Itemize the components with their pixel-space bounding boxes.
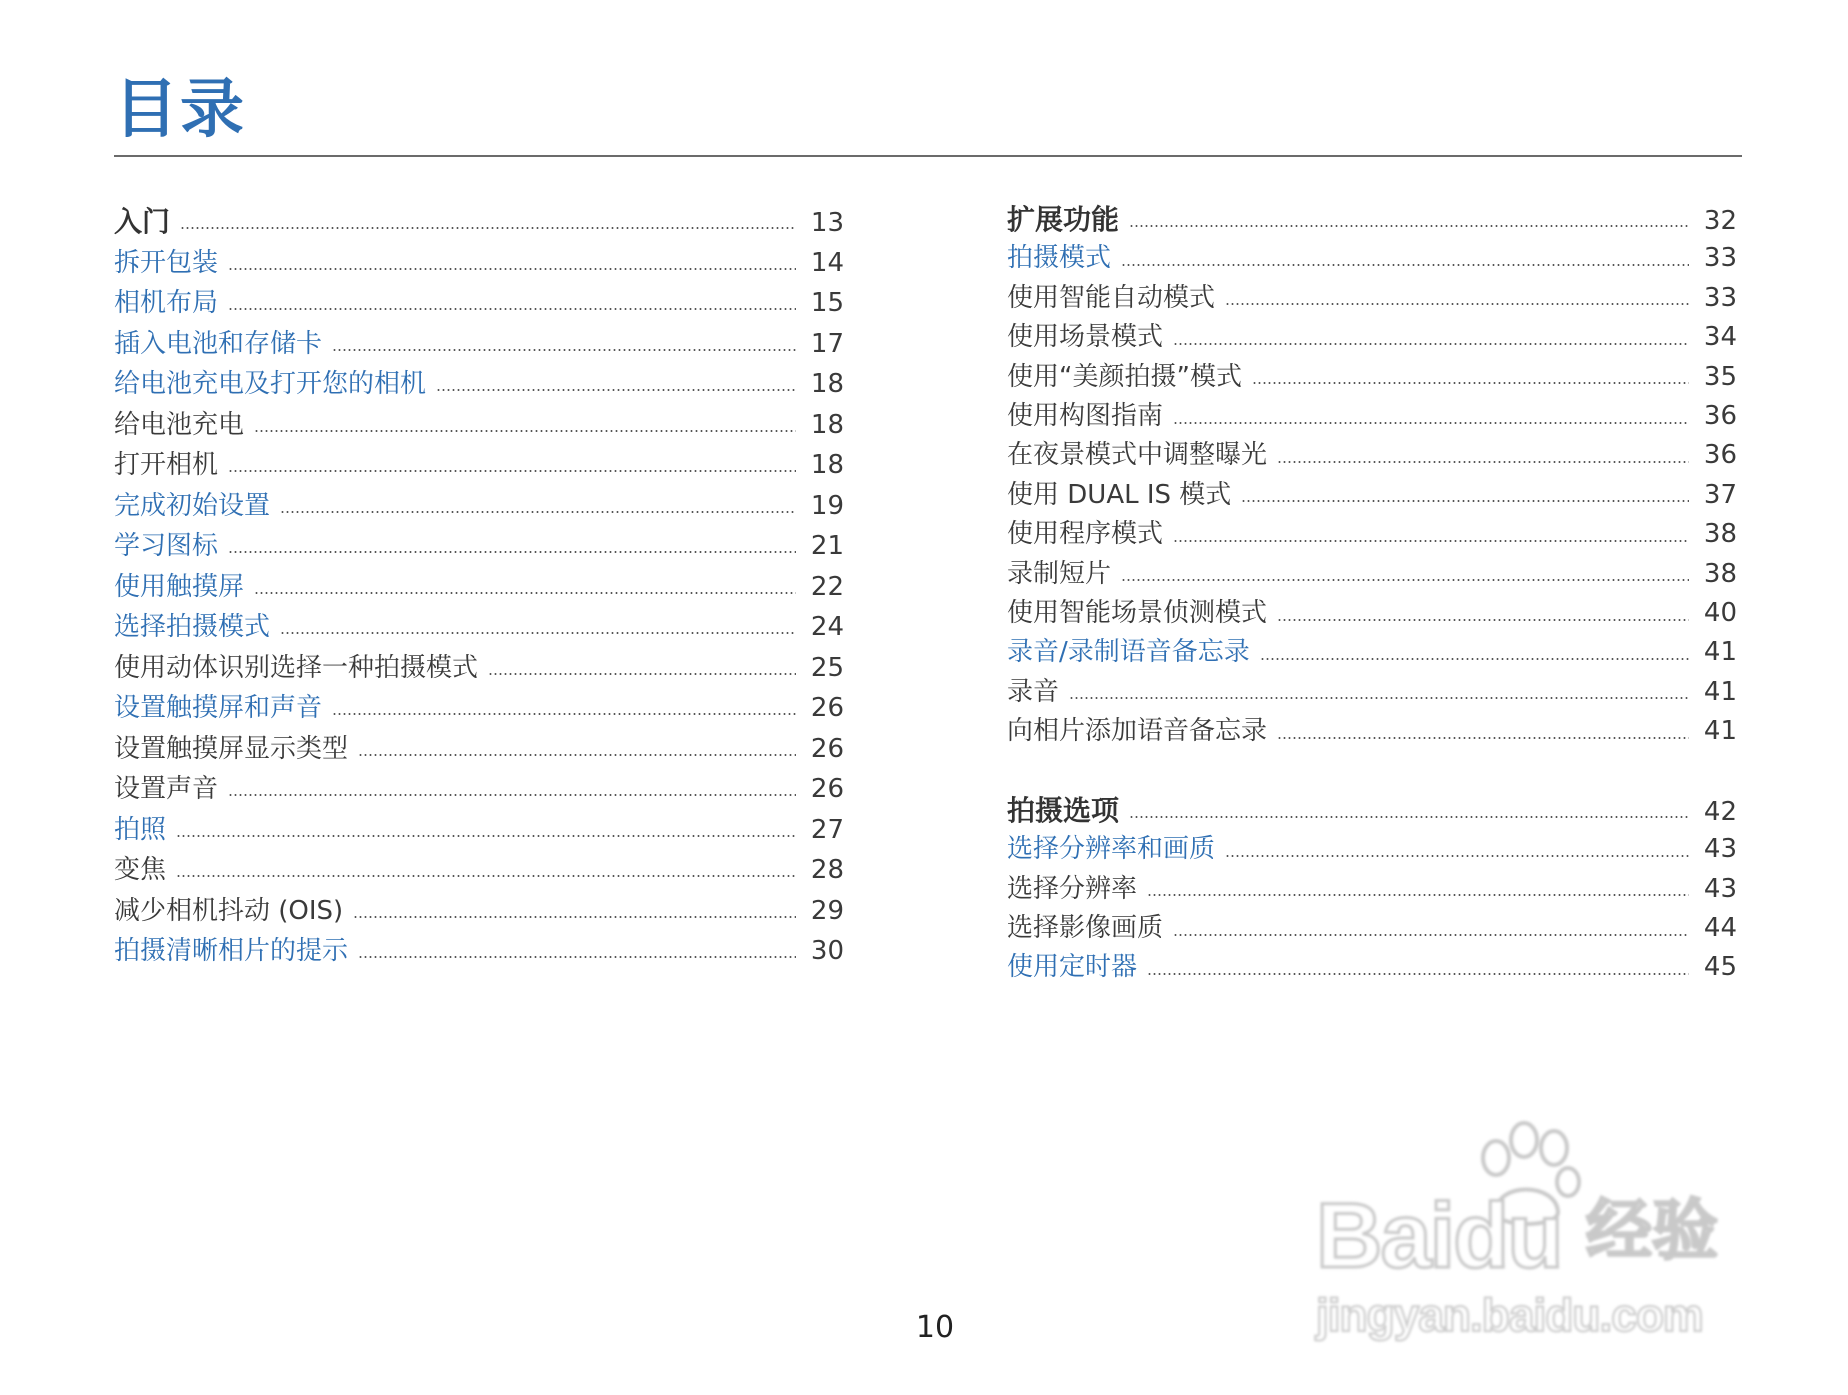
toc-entry-page: 22: [810, 571, 844, 602]
toc-entry-page: 18: [810, 450, 844, 480]
toc-entry-label: 使用构图指南: [1007, 400, 1164, 431]
dot-leader: [180, 227, 796, 229]
toc-entry-page: 44: [1703, 913, 1737, 944]
toc-entry-item[interactable]: [114, 648, 844, 689]
toc-entry-page: 30: [810, 936, 844, 966]
dot-leader: [280, 632, 796, 634]
toc-entry-label: 使用定时器: [1007, 952, 1138, 983]
toc-entry-page: 18: [810, 369, 844, 399]
toc-entry-heading[interactable]: [114, 202, 844, 243]
toc-entry-page: 18: [810, 409, 844, 440]
toc-entry-item[interactable]: [1007, 279, 1737, 318]
toc-entry-item[interactable]: [114, 729, 844, 770]
toc-entry-label: 在夜景模式中调整曝光: [1007, 440, 1268, 471]
toc-entry-heading[interactable]: [1007, 200, 1737, 239]
toc-entry-page: 40: [1703, 597, 1737, 628]
toc-entry-label: 入门: [114, 205, 171, 238]
toc-entry-chapter[interactable]: [114, 324, 844, 365]
toc-entry-label: 选择分辨率: [1007, 873, 1138, 904]
dot-leader: [228, 268, 796, 270]
toc-entry-page: 45: [1703, 952, 1737, 983]
toc-entry-chapter[interactable]: [114, 607, 844, 648]
toc-entry-label: 设置触摸屏和声音: [114, 693, 323, 723]
dot-leader: [176, 835, 796, 837]
dot-leader: [176, 875, 796, 877]
page-title: 目录: [114, 73, 246, 147]
toc-entry-chapter[interactable]: [114, 688, 844, 729]
watermark-suffix: 经验: [1586, 1192, 1718, 1269]
toc-entry-page: 28: [810, 855, 844, 885]
dot-leader: [1147, 973, 1689, 975]
toc-entry-label: 使用 DUAL IS 模式: [1007, 479, 1232, 510]
toc-entry-item[interactable]: [1007, 594, 1737, 633]
dot-leader: [1225, 855, 1689, 857]
toc-entry-chapter[interactable]: [114, 283, 844, 324]
toc-entry-label: 给电池充电及打开您的相机: [114, 369, 427, 399]
dot-leader: [1173, 422, 1689, 424]
dot-leader: [332, 713, 796, 715]
toc-entry-label: 给电池充电: [114, 409, 245, 440]
toc-entry-page: 25: [810, 652, 844, 683]
toc-entry-label: 拍摄模式: [1007, 243, 1112, 274]
toc-entry-chapter[interactable]: [114, 243, 844, 284]
toc-entry-label: 减少相机抖动 (OIS): [114, 895, 344, 926]
toc-entry-page: 36: [1703, 400, 1737, 431]
dot-leader: [358, 956, 796, 958]
toc-entry-page: 34: [1703, 322, 1737, 353]
dot-leader: [228, 551, 796, 553]
toc-entry-label: 使用智能场景侦测模式: [1007, 597, 1268, 628]
toc-entry-chapter[interactable]: [114, 486, 844, 527]
toc-entry-label: 使用智能自动模式: [1007, 282, 1216, 313]
toc-entry-page: 33: [1703, 243, 1737, 274]
toc-entry-page: 21: [810, 531, 844, 561]
toc-entry-label: 使用动体识别选择一种拍摄模式: [114, 652, 479, 683]
toc-entry-page: 41: [1703, 637, 1737, 668]
toc-entry-label: 向相片添加语音备忘录: [1007, 716, 1268, 747]
toc-entry-page: 14: [810, 247, 844, 278]
toc-entry-item[interactable]: [114, 850, 844, 891]
toc-entry-item[interactable]: [1007, 555, 1737, 594]
toc-entry-chapter[interactable]: [114, 931, 844, 972]
dot-leader: [1277, 461, 1689, 463]
toc-entry-page: 41: [1703, 676, 1737, 707]
toc-entry-label: 选择分辨率和画质: [1007, 834, 1216, 865]
watermark-brand: Baidu: [1316, 1185, 1562, 1287]
toc-entry-label: 插入电池和存储卡: [114, 328, 323, 359]
toc-entry-page: 43: [1703, 873, 1737, 904]
dot-leader: [1147, 894, 1689, 896]
toc-entry-page: 33: [1703, 282, 1737, 313]
toc-entry-label: 使用程序模式: [1007, 519, 1164, 550]
toc-entry-item[interactable]: [1007, 318, 1737, 357]
toc-entry-page: 19: [810, 490, 844, 521]
toc-entry-page: 37: [1703, 479, 1737, 510]
toc-entry-page: 29: [810, 895, 844, 926]
dot-leader: [1069, 697, 1689, 699]
toc-entry-heading[interactable]: [1007, 791, 1737, 830]
toc-entry-chapter[interactable]: [114, 810, 844, 851]
toc-entry-page: 41: [1703, 716, 1737, 747]
title-divider: [114, 155, 1742, 157]
toc-entry-label: 完成初始设置: [114, 490, 271, 521]
toc-entry-item[interactable]: [1007, 436, 1737, 475]
toc-entry-page: 32: [1703, 206, 1737, 236]
toc-entry-item[interactable]: [1007, 909, 1737, 948]
toc-spacer: [1007, 751, 1737, 790]
toc-entry-label: 打开相机: [114, 450, 219, 480]
dot-leader: [280, 511, 796, 513]
toc-entry-label: 拆开包装: [114, 247, 219, 278]
toc-entry-item[interactable]: [114, 891, 844, 932]
toc-entry-item[interactable]: [1007, 358, 1737, 397]
toc-entry-label: 录制短片: [1007, 558, 1112, 589]
dot-leader: [1173, 343, 1689, 345]
dot-leader: [1277, 737, 1689, 739]
dot-leader: [1121, 264, 1689, 266]
toc-entry-label: 选择影像画质: [1007, 913, 1164, 944]
toc-entry-page: 38: [1703, 519, 1737, 550]
watermark-url: jingyan.baidu.com: [1316, 1289, 1703, 1341]
toc-entry-label: 拍照: [114, 814, 167, 845]
toc-right-column: [1007, 200, 1737, 988]
toc-entry-label: 录音: [1007, 676, 1060, 707]
dot-leader: [353, 916, 796, 918]
dot-leader: [1260, 658, 1689, 660]
dot-leader: [358, 754, 796, 756]
toc-entry-item[interactable]: [1007, 397, 1737, 436]
toc-entry-label: 使用场景模式: [1007, 322, 1164, 353]
page-number: 10: [915, 1310, 955, 1345]
toc-entry-chapter[interactable]: [114, 364, 844, 405]
toc-entry-page: 24: [810, 612, 844, 642]
toc-entry-page: 27: [810, 814, 844, 845]
dot-leader: [1252, 382, 1689, 384]
baidu-watermark: [1316, 1120, 1746, 1340]
toc-entry-page: 43: [1703, 834, 1737, 865]
toc-entry-item[interactable]: [1007, 673, 1737, 712]
toc-entry-page: 38: [1703, 558, 1737, 589]
dot-leader: [488, 673, 796, 675]
toc-entry-label: 设置声音: [114, 774, 219, 804]
toc-entry-page: 13: [810, 208, 844, 238]
toc-entry-chapter[interactable]: [114, 526, 844, 567]
toc-entry-label: 拍摄清晰相片的提示: [114, 936, 349, 966]
toc-entry-label: 使用“美颜拍摄”模式: [1007, 361, 1242, 392]
toc-entry-item[interactable]: [1007, 870, 1737, 909]
dot-leader: [1129, 816, 1689, 818]
toc-entry-page: 36: [1703, 440, 1737, 471]
toc-entry-chapter[interactable]: [1007, 633, 1737, 672]
toc-entry-label: 学习图标: [114, 531, 219, 561]
toc-entry-page: 17: [810, 328, 844, 359]
dot-leader: [1173, 540, 1689, 542]
toc-entry-item[interactable]: [1007, 515, 1737, 554]
dot-leader: [1241, 500, 1689, 502]
toc-entry-label: 录音/录制语音备忘录: [1007, 637, 1250, 668]
dot-leader: [1173, 934, 1689, 936]
toc-entry-chapter[interactable]: [114, 567, 844, 608]
dot-leader: [332, 349, 796, 351]
toc-entry-label: 拍摄选项: [1007, 793, 1120, 827]
toc-entry-page: 26: [810, 774, 844, 804]
toc-entry-chapter[interactable]: [1007, 239, 1737, 278]
toc-entry-label: 相机布局: [114, 288, 219, 318]
toc-entry-label: 扩展功能: [1007, 203, 1120, 236]
dot-leader: [228, 470, 796, 472]
dot-leader: [254, 592, 796, 594]
dot-leader: [1121, 579, 1689, 581]
toc-entry-item[interactable]: [114, 445, 844, 486]
toc-entry-label: 使用触摸屏: [114, 571, 245, 602]
dot-leader: [228, 308, 796, 310]
toc-entry-item[interactable]: [1007, 712, 1737, 751]
toc-entry-page: 35: [1703, 361, 1737, 392]
dot-leader: [1277, 619, 1689, 621]
dot-leader: [1225, 303, 1689, 305]
toc-entry-item[interactable]: [114, 769, 844, 810]
toc-entry-page: 42: [1703, 796, 1737, 827]
toc-entry-label: 变焦: [114, 855, 167, 885]
dot-leader: [254, 430, 796, 432]
toc-entry-page: 15: [810, 288, 844, 318]
toc-entry-page: 26: [810, 693, 844, 723]
toc-entry-label: 设置触摸屏显示类型: [114, 733, 349, 764]
toc-entry-item[interactable]: [114, 405, 844, 446]
dot-leader: [1129, 225, 1689, 227]
dot-leader: [228, 794, 796, 796]
toc-entry-label: 选择拍摄模式: [114, 612, 271, 642]
toc-entry-chapter[interactable]: [1007, 948, 1737, 987]
toc-entry-item[interactable]: [1007, 476, 1737, 515]
toc-entry-chapter[interactable]: [1007, 830, 1737, 869]
toc-entry-page: 26: [810, 733, 844, 764]
toc-left-column: [114, 202, 844, 972]
dot-leader: [436, 389, 796, 391]
